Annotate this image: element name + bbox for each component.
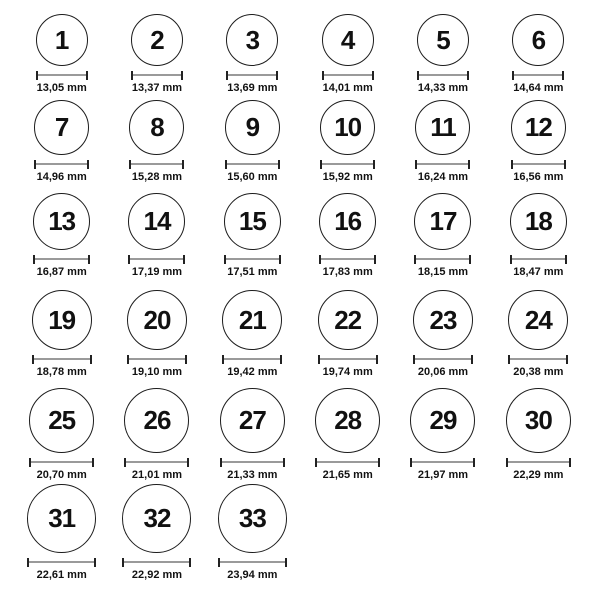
diameter-ruler-icon [414,255,471,264]
ring-size-number: 22 [334,304,362,335]
ring-circle [315,388,380,453]
ring-size-cell [300,96,395,185]
ring-circle [122,484,191,553]
ring-size-number: 27 [238,405,266,436]
diameter-label: 17,83 mm [322,265,373,278]
diameter-label: 18,47 mm [513,265,564,278]
ring-size-cell [109,96,204,185]
ring-size-number: 20 [143,304,171,335]
ring-circle [508,290,568,350]
ring-circle [226,14,278,66]
ring-size-number: 31 [48,503,76,534]
ring-circle [318,290,378,350]
diameter-ruler-icon [417,71,469,80]
diameter-ruler-icon [34,160,89,169]
diameter-label: 22,92 mm [131,568,183,581]
diameter-label: 15,92 mm [322,170,373,183]
ring-size-cell [491,185,586,280]
ring-size-number: 32 [143,503,171,534]
diameter-ruler-icon [128,255,185,264]
diameter-label: 16,87 mm [36,265,87,278]
ring-size-cell [14,380,109,483]
ring-size-cell [14,4,109,96]
ring-size-number: 3 [245,24,260,55]
diameter-ruler-icon [319,255,376,264]
diameter-ruler-icon [508,355,568,364]
ring-circle [319,193,376,250]
ring-size-number: 21 [238,304,266,335]
diameter-label: 20,38 mm [513,365,564,378]
diameter-label: 21,33 mm [227,468,278,481]
ring-size-cell [109,185,204,280]
ring-size-number: 13 [48,206,76,237]
ring-circle [222,290,282,350]
ring-size-cell [491,380,586,483]
diameter-label: 17,51 mm [227,265,278,278]
diameter-ruler-icon [415,160,470,169]
ring-circle [506,388,571,453]
diameter-ruler-icon [131,71,183,80]
diameter-ruler-icon [318,355,378,364]
ring-circle [322,14,374,66]
diameter-ruler-icon [222,355,282,364]
ring-circle [225,100,280,155]
ring-size-number: 29 [429,405,457,436]
ring-size-cell [205,280,300,380]
ring-size-cell [395,4,490,96]
ring-size-cell [491,96,586,185]
diameter-label: 15,28 mm [131,170,183,183]
diameter-label: 22,29 mm [513,468,564,481]
ring-circle [129,100,184,155]
ring-circle [511,100,566,155]
ring-size-number: 2 [150,24,164,55]
ring-circle [124,388,189,453]
ring-size-number: 33 [238,503,266,534]
ring-circle [131,14,183,66]
ring-size-cell [205,185,300,280]
diameter-ruler-icon [410,458,475,467]
diameter-ruler-icon [122,558,191,567]
diameter-ruler-icon [129,160,184,169]
ring-size-cell [491,280,586,380]
diameter-label: 20,06 mm [417,365,469,378]
diameter-label: 14,64 mm [513,81,564,94]
diameter-label: 16,56 mm [513,170,564,183]
ring-size-cell [395,185,490,280]
ring-size-number: 23 [429,304,457,335]
diameter-ruler-icon [224,255,281,264]
diameter-ruler-icon [315,458,380,467]
ring-size-cell [109,380,204,483]
diameter-label: 15,60 mm [227,170,278,183]
ring-circle [33,193,90,250]
ring-size-cell [395,280,490,380]
ring-size-cell [300,4,395,96]
diameter-ruler-icon [512,71,564,80]
ring-circle [34,100,89,155]
ring-size-number: 30 [524,405,552,436]
ring-size-number: 24 [524,304,552,335]
diameter-label: 16,24 mm [417,170,469,183]
ring-size-cell [300,185,395,280]
ring-size-number: 5 [436,24,450,55]
diameter-label: 20,70 mm [36,468,87,481]
ring-circle [32,290,92,350]
ring-size-cell [205,380,300,483]
ring-size-cell [109,483,204,583]
diameter-label: 23,94 mm [227,568,278,581]
diameter-label: 13,37 mm [131,81,183,94]
diameter-ruler-icon [510,255,567,264]
ring-size-number: 8 [150,112,164,143]
ring-circle [512,14,564,66]
ring-size-number: 11 [430,112,456,143]
ring-circle [413,290,473,350]
diameter-ruler-icon [124,458,189,467]
diameter-label: 19,42 mm [227,365,278,378]
ring-size-cell [300,380,395,483]
ring-circle [410,388,475,453]
ring-size-number: 15 [238,206,266,237]
ring-size-cell [395,380,490,483]
ring-size-number: 26 [143,405,171,436]
ring-circle [320,100,375,155]
ring-circle [224,193,281,250]
diameter-ruler-icon [220,458,285,467]
diameter-ruler-icon [225,160,280,169]
ring-size-cell [205,483,300,583]
ring-circle [417,14,469,66]
diameter-label: 14,96 mm [36,170,87,183]
ring-size-number: 1 [54,24,69,55]
diameter-ruler-icon [218,558,287,567]
ring-size-number: 17 [429,206,457,237]
ring-size-number: 19 [48,304,76,335]
diameter-label: 18,15 mm [417,265,469,278]
diameter-label: 21,65 mm [322,468,373,481]
diameter-ruler-icon [322,71,374,80]
diameter-label: 21,01 mm [131,468,183,481]
ring-size-cell [205,4,300,96]
ring-size-cell [14,185,109,280]
ring-size-cell [395,96,490,185]
ring-size-cell [109,280,204,380]
diameter-label: 22,61 mm [36,568,87,581]
ring-circle [127,290,187,350]
ring-circle [220,388,285,453]
diameter-label: 14,01 mm [322,81,373,94]
diameter-label: 14,33 mm [417,81,469,94]
ring-size-number: 10 [334,112,362,143]
ring-size-cell [14,96,109,185]
ring-circle [414,193,471,250]
diameter-ruler-icon [36,71,88,80]
ring-circle [415,100,470,155]
ring-size-number: 6 [531,24,546,55]
ring-size-number: 14 [143,206,171,237]
ring-circle [36,14,88,66]
ring-circle [510,193,567,250]
diameter-ruler-icon [27,558,96,567]
diameter-label: 18,78 mm [36,365,87,378]
diameter-label: 17,19 mm [131,265,183,278]
diameter-label: 21,97 mm [417,468,469,481]
diameter-ruler-icon [506,458,571,467]
ring-circle [27,484,96,553]
diameter-label: 19,74 mm [322,365,373,378]
diameter-ruler-icon [226,71,278,80]
diameter-label: 19,10 mm [131,365,183,378]
ring-size-number: 4 [340,24,355,55]
ring-size-number: 28 [334,405,362,436]
diameter-ruler-icon [33,255,90,264]
diameter-ruler-icon [511,160,566,169]
ring-size-number: 12 [524,112,552,143]
ring-size-cell [14,280,109,380]
ring-size-cell [109,4,204,96]
ring-size-number: 16 [334,206,362,237]
ring-circle [218,484,287,553]
ring-circle [128,193,185,250]
diameter-ruler-icon [127,355,187,364]
ring-circle [29,388,94,453]
diameter-ruler-icon [413,355,473,364]
diameter-label: 13,05 mm [36,81,87,94]
diameter-label: 13,69 mm [227,81,278,94]
diameter-ruler-icon [29,458,94,467]
ring-size-number: 25 [48,405,76,436]
ring-size-number: 18 [524,206,552,237]
ring-size-cell [205,96,300,185]
ring-size-number: 9 [245,112,260,143]
ring-size-number: 7 [54,112,69,143]
ring-size-cell [300,280,395,380]
ring-size-cell [491,4,586,96]
diameter-ruler-icon [320,160,375,169]
ring-size-cell [14,483,109,583]
diameter-ruler-icon [32,355,92,364]
